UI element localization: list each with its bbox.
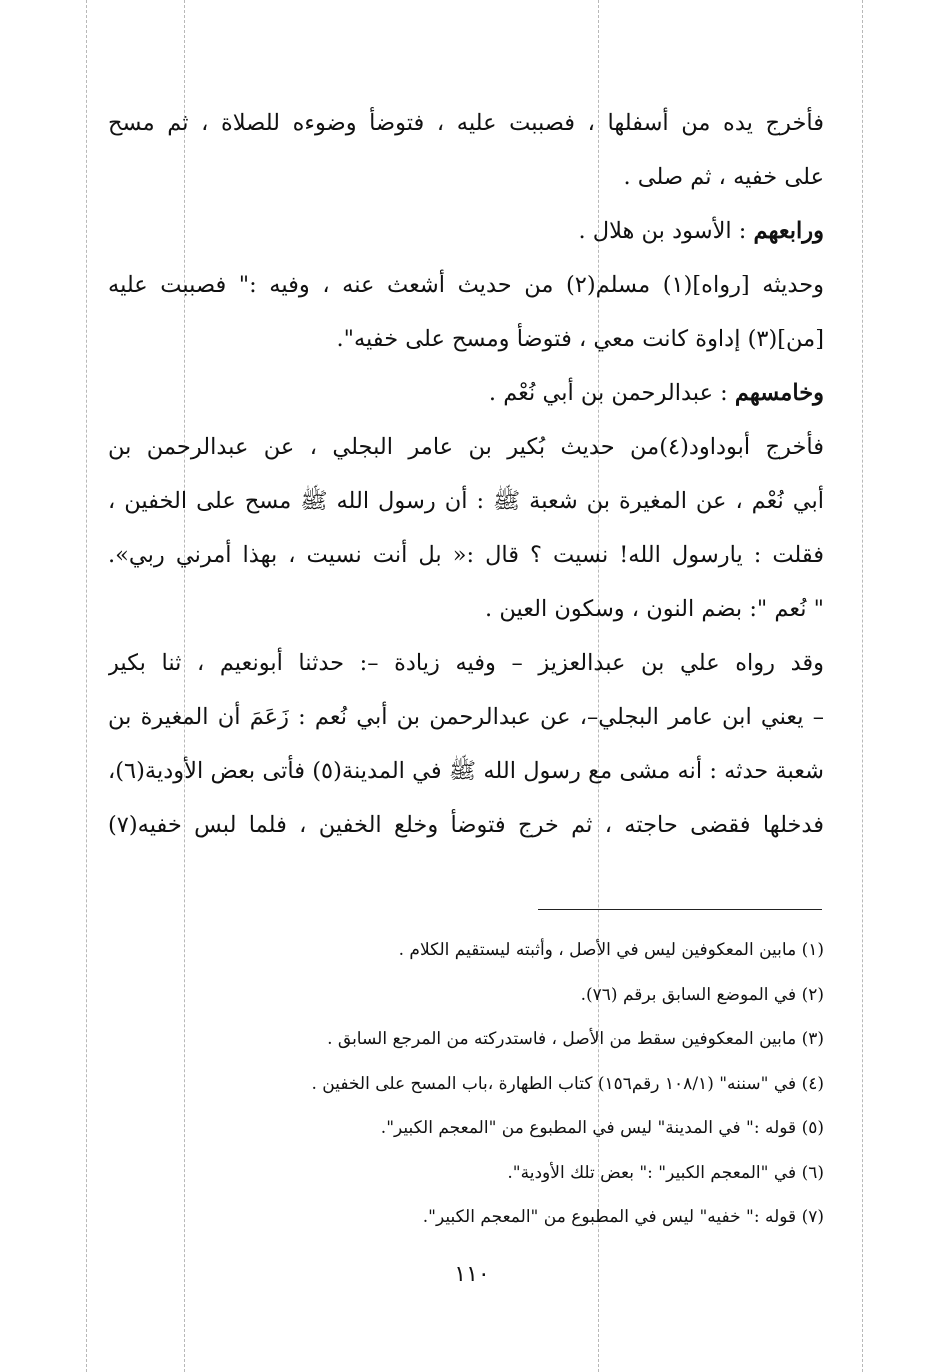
text-line: على خفيه ، ثم صلى . — [623, 164, 824, 190]
footnote: (١) مابين المعكوفين ليس في الأصل ، وأثبته ليستقيم الكلام . — [398, 940, 824, 960]
text-line: وحديثه [رواه](١) مسلم(٢) من حديث أشعث عنه ، وفيه :" فصببت عليه — [108, 272, 824, 298]
footnote: (٤) في "سننه" (١٠٨/١ رقم١٥٦) كتاب الطهارة ،باب المسح على الخفين . — [311, 1073, 824, 1094]
text-line: وقد رواه علي بن عبدالعزيز – وفيه زيادة –: حدثنا أبونعيم ، ثنا بكير — [108, 650, 824, 676]
scan-guide-line — [86, 0, 87, 1372]
footnote: (٦) في "المعجم الكبير" :" بعض تلك الأودية". — [507, 1162, 824, 1183]
text-line: فأخرج أبوداود(٤)من حديث بُكير بن عامر البجلي ، عن عبدالرحمن بن — [108, 434, 824, 460]
text-line: – يعني ابن عامر البجلي–، عن عبدالرحمن بن أبي نُعم : زَعَمَ أن المغيرة بن — [108, 704, 824, 730]
text-line: أبي نُعْم ، عن المغيرة بن شعبة ﷺ : أن رسول الله ﷺ مسح على الخفين ، — [108, 488, 824, 514]
heading-text: : عبدالرحمن بن أبي نُعْم . — [488, 380, 735, 406]
footnote: (٢) في الموضع السابق برقم (٧٦). — [580, 984, 824, 1005]
footnote-separator — [538, 909, 822, 910]
section-heading-fourth — [108, 204, 824, 258]
page-number: ١١٠ — [454, 1262, 490, 1287]
text-line: شعبة حدثه : أنه مشى مع رسول الله ﷺ في المدينة(٥) فأتى بعض الأودية(٦)، — [108, 758, 824, 784]
heading-text: : الأسود بن هلال . — [578, 218, 754, 244]
heading-lead: وخامسهم — [734, 380, 824, 406]
text-line: [من](٣) إداوة كانت معي ، فتوضأ ومسح على خفيه". — [336, 326, 824, 352]
text-line: " نُعم ": بضم النون ، وسكون العين . — [485, 596, 824, 622]
text-line: فأخرج يده من أسفلها ، فصببت عليه ، فتوضأ وضوءه للصلاة ، ثم مسح — [108, 110, 824, 136]
section-heading-fifth — [108, 366, 824, 420]
footnote: (٥) قوله :" في المدينة" ليس في المطبوع من "المعجم الكبير". — [380, 1118, 824, 1138]
text-line: فقلت : يارسول الله! نسيت ؟ قال :« بل أنت نسيت ، بهذا أمرني ربي». — [108, 542, 824, 568]
scan-guide-line — [862, 0, 863, 1372]
heading-lead: ورابعهم — [753, 218, 824, 244]
footnotes — [108, 928, 824, 1240]
main-text — [108, 96, 824, 852]
footnote: (٣) مابين المعكوفين سقط من الأصل ، فاستدركته من المرجع السابق . — [327, 1029, 824, 1049]
footnote: (٧) قوله :" خفيه" ليس في المطبوع من "المعجم الكبير". — [422, 1207, 824, 1227]
text-line: فدخلها فقضى حاجته ، ثم خرج فتوضأ وخلع الخفين ، فلما لبس خفيه(٧) — [108, 812, 824, 838]
